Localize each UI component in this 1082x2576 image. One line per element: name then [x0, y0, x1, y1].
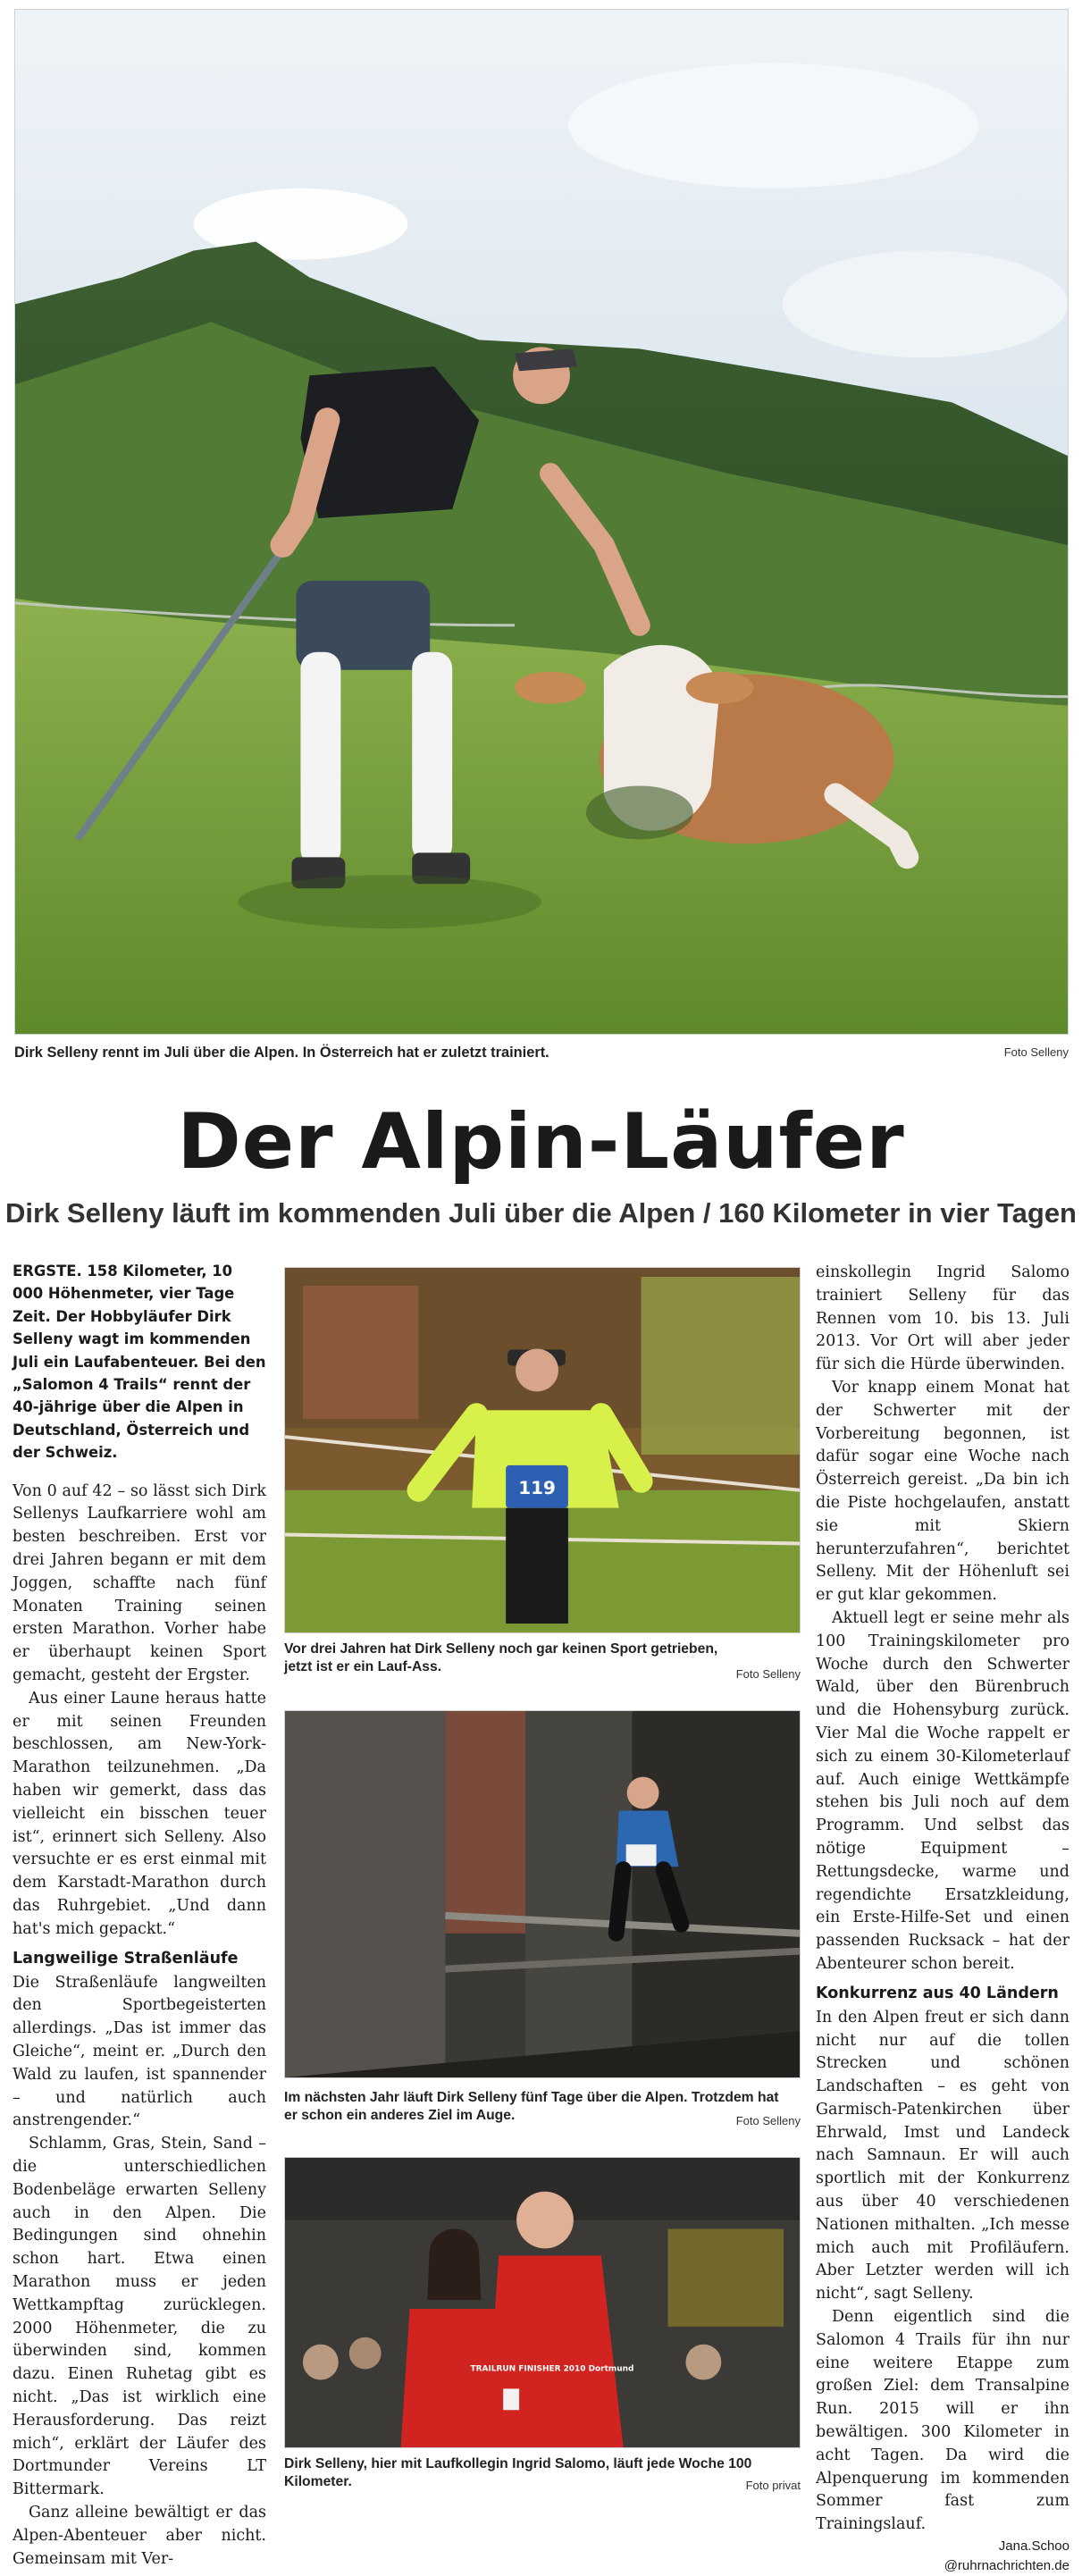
main-photo-caption: Dirk Selleny rennt im Juli über die Alpen. In Österreich hat er zuletzt trainiert. — [14, 1045, 549, 1061]
lead-paragraph: ERGSTE. 158 Kilometer, 10 000 Höhenmeter, vier Tage Zeit. Der Hobbyläufer Dirk Selleny wagt im kommenden Juli ein Laufabenteuer. Bei den „Salomon 4 Trails“ rennt der 40-jährige über die Alpen in Deutschland, Österreich und der Schweiz. — [13, 1263, 266, 1462]
trail-runner-illustration — [285, 1268, 800, 1632]
main-photo-credit: Foto Selleny — [1003, 1045, 1069, 1059]
article-column-3 — [816, 1262, 1069, 2576]
paragraph: Die Straßenläufe langweilten den Sportbegeisterten allerdings. „Das ist immer das Gleiche“, meint er. „Durch den Wald zu laufen, ist spannender – und natürlich auch anstrengender.“ — [13, 1973, 266, 2130]
paragraph: Schlamm, Gras, Stein, Sand – die unterschiedlichen Bodenbeläge erwarten Selleny auch in den Alpen. Die Bedingungen sind ohnehin schon hart. Etwa einen Marathon muss er jeden Wettkampftag zurücklegen. 2000 Höhenmeter, die zu überwinden sind, kommen dazu. Einen Ruhetag gibt es nicht. „Das ist wirklich eine Herausforderung. Das reizt mich“, erklärt der Läufer des Dortmunder Vereins LT Bittermark. — [13, 2135, 266, 2499]
article-column-1 — [13, 1260, 266, 2571]
photo-trail-runner-credit: Foto Selleny — [735, 1667, 801, 1681]
author-email[interactable]: @ruhrnachrichten.de — [944, 2558, 1069, 2574]
paragraph: Denn eigentlich sind die Salomon 4 Trails für ihn nur eine weitere Etappe zum großen Ziel: dem Transalpine Run. 2015 will er ihn bewältigen. 300 Kilometer in acht Tagen. Da wird die Alpenquerung im kommenden Sommer fast zum Trainingslauf. — [816, 2308, 1069, 2534]
photo-finishers-credit: Foto privat — [745, 2479, 801, 2492]
bib-number: 119 — [518, 1477, 556, 1498]
photo-industrial-run — [284, 1710, 801, 2078]
main-photo — [14, 9, 1069, 1035]
photo-industrial-run-credit: Foto Selleny — [735, 2114, 801, 2127]
industrial-run-illustration — [285, 1711, 800, 2077]
paragraph: Ganz alleine bewältigt er das Alpen-Abenteuer aber nicht. Gemeinsam mit Ver- — [13, 2503, 266, 2568]
finishers-illustration — [285, 2158, 800, 2447]
photo-finishers — [284, 2157, 801, 2448]
paragraph: Vor knapp einem Monat hat der Schwerter mit der Vorbereitung begonnen, ist dafür sogar eine Woche nach Österreich gereist. „Da bin ich die Piste hochgelaufen, anstatt sie mit Skiern herunterzufahren“, berichtet Selleny. Mit der Höhenluft sei er gut klar gekommen. — [816, 1378, 1069, 1605]
subline: Dirk Selleny läuft im kommenden Juli über die Alpen / 160 Kilometer in vier Tagen — [5, 1197, 1077, 1229]
subheading: Konkurrenz aus 40 Ländern — [816, 1984, 1059, 2002]
headline: Der Alpin-Läufer — [177, 1097, 905, 1187]
shirt-print: TRAILRUN FINISHER 2010 Dortmund — [470, 2364, 634, 2374]
subheading: Langweilige Straßenläufe — [13, 1949, 239, 1968]
paragraph: Aus einer Laune heraus hatte er mit seinen Freunden beschlossen, am New-York-Marathon teilzunehmen. „Da haben wir gemerkt, dass das vielleicht ein bisschen teuer ist“, erinnert sich Selleny. Also versuchte er es erst einmal mit dem Karstadt-Marathon durch das Ruhrgebiet. „Und dann hat's mich gepackt.“ — [13, 1689, 266, 1938]
author: Jana.Schoo — [998, 2538, 1069, 2555]
photo-finishers-caption: Dirk Selleny, hier mit Laufkollegin Ingrid Salomo, läuft jede Woche 100 Kilometer. — [284, 2456, 752, 2489]
paragraph: In den Alpen freut er sich dann nicht nur auf die tollen Strecken und schönen Landschaften – es geht von Garmisch-Patenkirchen über Ehrwald, Imst und Landeck nach Samnaun. Er will auch sportlich mit der Konkurrenz aus über 40 verschiedenen Nationen mithalten. „Ich messe mich auch mit Profiläufern. Aber Letzter werden will ich nicht“, sagt Selleny. — [816, 2008, 1069, 2303]
paragraph: Aktuell legt er seine mehr als 100 Trainingskilometer pro Woche durch den Schwerter Wald, über den Bürenbruch und die Hohensyburg zurück. Vier Mal die Woche rappelt er sich zu einem 30-Kilometerlauf auf. Auch einige Wettkämpfe stehen bis Juli noch auf dem Programm. Und selbst das nötige Equipment – Rettungsdecke, warme und regendichte Ersatzkleidung, ein Erste-Hilfe-Set und einen passenden Rucksack – hat der Abenteurer schon bereit. — [816, 1608, 1069, 1973]
photo-industrial-run-caption: Im nächsten Jahr läuft Dirk Selleny fünf Tage über die Alpen. Trotzdem hat er schon ein anderes Ziel im Auge. — [284, 2090, 779, 2123]
paragraph: Von 0 auf 42 – so lässt sich Dirk Sellenys Laufkarriere wohl am besten beschreiben. Erst vor drei Jahren begann er mit dem Joggen, schaffte nach fünf Monaten Training seinen ersten Marathon. Vorher habe er überhaupt keinen Sport gemacht, gesteht der Ergster. — [13, 1481, 266, 1685]
main-photo-illustration — [15, 10, 1068, 1034]
photo-trail-runner — [284, 1267, 801, 1633]
paragraph: einskollegin Ingrid Salomo trainiert Selleny für das Rennen vom 10. bis 13. Juli 2013. Vor Ort will aber jeder für sich die Hürde überwinden. — [816, 1263, 1069, 1374]
photo-trail-runner-caption: Vor drei Jahren hat Dirk Selleny noch gar keinen Sport getrieben, jetzt ist er ein Lauf-Ass. — [284, 1641, 718, 1674]
